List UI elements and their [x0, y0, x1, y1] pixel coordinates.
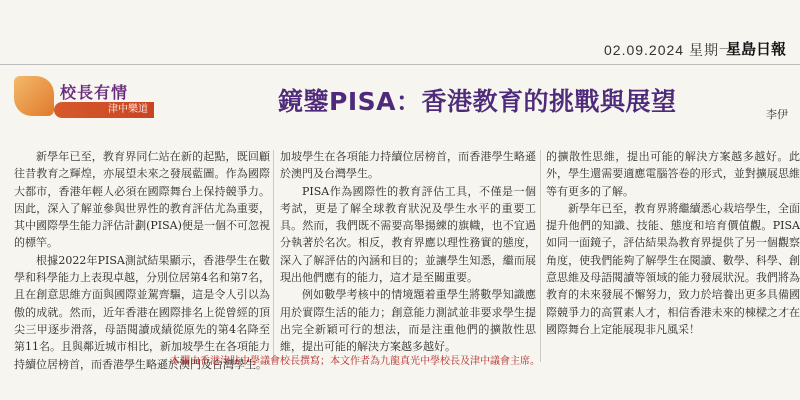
paragraph: 新學年已至，教育界將繼續悉心栽培學生，全面提升他們的知識、技能、態度和培育價值觀。PISA如同一面鏡子，評估結果為教育界提供了另一個觀察角度，使我們能夠了解學生在閱讀、數學、科學、創意思維及母語閱讀等領域的能力發展狀況。我們將為教育的未來發展不懈努力，致力於培養出更多具備國際競爭力的高質素人才，相信香港未來的棟樑之才在國際舞台上定能展現非凡風采！	[546, 201, 800, 336]
column-badge-icon	[14, 76, 54, 116]
column-subtitle: 津中樂道	[54, 102, 154, 118]
column-divider	[273, 150, 274, 362]
weekday-text: 星期一	[688, 42, 734, 58]
column-badge	[14, 76, 160, 120]
paragraph: 新學年已至，教育界同仁站在新的起點，既回顧往昔教育之輝煌，亦展望未來之發展藍圖。作為國際大都市，香港年輕人必須在國際舞台上保持競爭力。因此，深入了解並參與世界性的教育評估尤為重要，其中國際學生能力評估計劃(PISA)便是一個不可忽視的標竿。	[14, 150, 270, 250]
newspaper-name: 星島日報	[726, 40, 787, 58]
date-text: 02.09.2024	[604, 42, 685, 58]
column-title: 校長有情	[60, 83, 129, 102]
paragraph: 根據2022年PISA測試結果顯示，香港學生在數學和科學能力上表現卓越，分別位居第4名和第7名，且在創意思維方面與國際並駕齊驅，這是令人引以為傲的成就。然而，近年香港在國際排名上從曾經的頂尖三甲逐步滑落，母語閱讀成績從原先的第4名降至第11名。且與鄰近城市相比，新加坡學生在各項能力持續位居榜首，而香港學生略遜於澳門及台灣學生。	[14, 253, 270, 371]
article-headline: 鏡鑒PISA：香港教育的挑戰與展望	[278, 87, 677, 116]
article-column-2	[280, 148, 536, 380]
paragraph: PISA作為國際性的教育評估工具，不僅是一個考試，更是了解全球教育狀況及學生水平的重要工具。然而，我們既不需要高舉揚練的旗幟，也不宜過分執著於名次。相反，教育界應以理性務實的態度，深入了解評估的內涵和目的；並讓學生知悉，繼而展現出他們應有的能力，這才是至關重要。	[280, 184, 536, 285]
article-byline: 李伊	[766, 108, 788, 121]
column-divider	[540, 150, 541, 362]
article-column-3	[546, 148, 800, 360]
masthead-divider	[0, 64, 800, 65]
masthead	[0, 0, 800, 62]
paragraph: 加坡學生在各項能力持續位居榜首，而香港學生略遜於澳門及台灣學生。	[280, 150, 536, 181]
paragraph: 例如數學考核中的情境題着重學生將數學知識應用於實際生活的能力；創意能力測試並非要求學生提出完全新穎可行的想法，而是注重他們的擴散性思維，提出可能的解決方案越多越好。	[280, 288, 536, 354]
paragraph: 的擴散性思維，提出可能的解決方案越多越好。此外，學生還需要適應電腦答卷的形式，並對擴展思維等有更多的了解。	[546, 150, 800, 198]
article-footnote: 本欄由香港津貼中學議會校長撰寫；本文作者為九龍真光中學校長及津中議會主席。	[170, 356, 540, 367]
publication-date	[604, 40, 734, 60]
article-column-1	[14, 148, 270, 380]
